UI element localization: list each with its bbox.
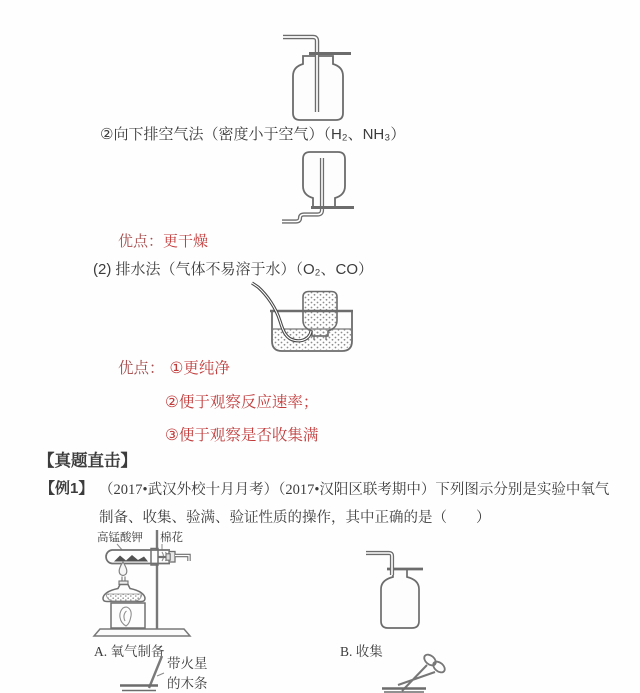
advantage-water-line1 (118, 359, 230, 378)
scissors-diagram-partial (380, 648, 470, 693)
water-displacement-diagram (250, 281, 358, 353)
scissors-handle-ring (422, 652, 438, 667)
clamp-knob (166, 554, 170, 560)
diagram-b-caption: B. 收集 (340, 644, 383, 659)
advantage-dry-text: 更干燥 (163, 233, 209, 250)
example-stem-line2: 制备、收集、验满、验证性质的操作，其中正确的是（ ） (99, 510, 491, 526)
wooden-splint (149, 656, 162, 688)
upward-air-displacement-diagram (281, 28, 353, 123)
splint-label-line2: 的木条 (167, 676, 208, 691)
advantage-label: 优点： (118, 360, 165, 377)
method-air-down-text: ②向下排空气法（密度小于空气）（H₂、NH₃） (100, 126, 406, 143)
delivery-tube-bore (366, 553, 392, 575)
lamp-wick (122, 577, 125, 582)
example-label: 【例1】 (40, 480, 94, 497)
bottle-outline (381, 570, 419, 629)
splint-label-line1: 带火星 (167, 656, 208, 671)
advantage-dry-line (118, 233, 208, 252)
scissors-pivot (414, 677, 417, 680)
advantage-label: 优点： (118, 233, 164, 250)
advantage-water-item1: ①更纯净 (169, 360, 230, 377)
method-water-text: (2) 排水法（气体不易溶于水）（O₂、CO） (93, 261, 373, 278)
gas-collection-diagram (362, 545, 426, 633)
diagram-a-caption: A. 氧气制备 (94, 644, 165, 659)
advantage-water-item3: ③便于观察是否收集满 (165, 427, 319, 444)
advantage-water-item2: ②便于观察反应速率； (165, 394, 319, 411)
collection-bottle (303, 292, 337, 337)
label-pointer-line (157, 673, 164, 676)
iron-stand-base (94, 629, 190, 636)
cotton-label: 棉花 (160, 532, 183, 544)
downward-air-displacement-diagram (278, 146, 358, 226)
reagent-label: 高锰酸钾 (97, 532, 143, 544)
lamp-fuel (106, 594, 142, 601)
outlet-tube (175, 556, 189, 562)
section-title: 【真题直击】 (38, 452, 137, 470)
delivery-tube (366, 553, 392, 575)
example-stem-line1: （2017•武汉外校十月月考）（2017•汉阳区联考期中）下列图示分别是实验中氧气 (99, 482, 610, 498)
scissors-blades (398, 665, 435, 691)
oxygen-preparation-diagram (92, 529, 198, 643)
